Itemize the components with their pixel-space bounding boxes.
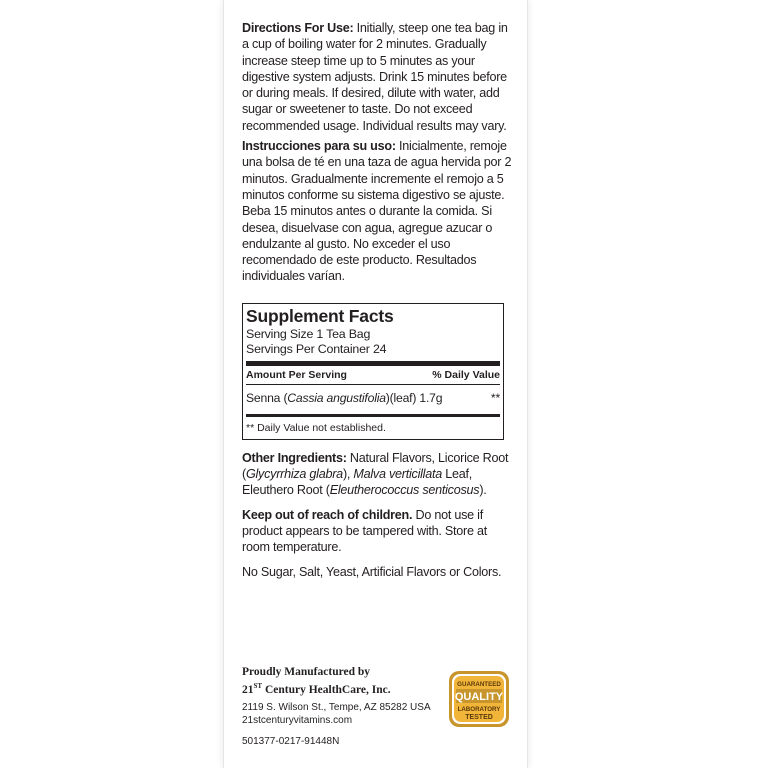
directions-paragraph	[242, 20, 512, 134]
senna-part: )(leaf) 1.7g	[385, 390, 443, 405]
serving-size: Serving Size 1 Tea Bag	[246, 326, 371, 341]
senna-row	[246, 385, 500, 410]
proudly-manufactured: Proudly Manufactured by	[242, 666, 371, 678]
facts-header-row	[246, 366, 500, 382]
company-name-sup: ST	[253, 682, 263, 690]
senna-paren-open: (	[283, 390, 288, 405]
instrucciones-paragraph	[242, 138, 512, 285]
instrucciones-text: Inicialmente, remoje una bolsa de té en una taza de agua hervida por 2 minutos. Gradualmente incremente el remojo a 5 minutos conforme su sistema digestivo se ajuste. Beba 15 minutos antes o durante la comida. Si desea, disuelvase con agua, agregue azucar o endulzante al gusto. No exceder el uso recomendado de este producto. Resultados individuales varían.	[242, 139, 512, 284]
other-ingredients-text-4: ).	[479, 483, 487, 498]
supplement-facts-title: Supplement Facts	[246, 305, 394, 326]
company-website: 21stcenturyvitamins.com	[242, 714, 353, 726]
other-ingredients-text-3: Leaf, Eleuthero Root (	[242, 467, 472, 498]
company-name-rest: Century HealthCare, Inc.	[262, 683, 391, 696]
senna-latin: Cassia angustifolia	[287, 390, 386, 405]
malva-latin: Malva verticillata	[353, 467, 442, 482]
eleuthero-latin: Eleutherococcus senticosus	[329, 483, 480, 498]
label-panel	[224, 0, 527, 768]
other-ingredients-paragraph	[242, 450, 512, 499]
company-name-number: 21	[242, 683, 254, 696]
manufacturer-block	[242, 665, 442, 748]
directions-text: Initially, steep one tea bag in a cup of boiling water for 2 minutes. Gradually increase steep time up to 5 minutes as your digestive system adjusts. Drink 15 minutes before or during meals. If desired, dilute with water, add sugar or sweetener to taste. Do not exceed recommended usage. Individual results may vary.	[242, 21, 508, 133]
instrucciones-heading: Instrucciones para su uso:	[242, 139, 396, 154]
servings-per-container: Servings Per Container 24	[246, 342, 387, 357]
label-content	[242, 20, 512, 584]
badge-line-1: GUARANTEED	[457, 681, 501, 688]
badge-line-2: QUALITY	[454, 691, 504, 703]
directions-heading: Directions For Use:	[242, 21, 354, 35]
daily-value-header: % Daily Value	[432, 368, 500, 381]
badge-line-4: TESTED	[465, 714, 493, 721]
senna-label	[246, 391, 442, 406]
supplement-facts-box	[242, 303, 504, 440]
company-name	[242, 679, 442, 698]
senna-dv: **	[490, 390, 500, 405]
other-ingredients-heading: Other Ingredients:	[242, 450, 347, 465]
other-ingredients-text-2: ),	[342, 467, 354, 482]
warning-paragraph	[242, 507, 512, 556]
quality-badge-icon	[448, 670, 510, 728]
senna-name: Senna	[246, 390, 284, 405]
facts-footnote: ** Daily Value not established.	[246, 421, 386, 434]
badge-line-3: LABORATORY	[457, 706, 501, 713]
warning-text: Do not use if product appears to be tampered with. Store at room temperature.	[242, 507, 487, 555]
warning-heading: Keep out of reach of children.	[242, 507, 413, 522]
amount-per-serving-header: Amount Per Serving	[246, 368, 347, 381]
licorice-latin: Glycyrrhiza glabra	[245, 467, 343, 482]
other-ingredients-text-1: Natural Flavors, Licorice Root (	[242, 450, 509, 482]
no-sugar-statement: No Sugar, Salt, Yeast, Artificial Flavors or Colors.	[242, 564, 502, 579]
product-code: 501377-0217-91448N	[242, 735, 340, 747]
company-address: 2119 S. Wilson St., Tempe, AZ 85282 USA	[242, 701, 431, 713]
